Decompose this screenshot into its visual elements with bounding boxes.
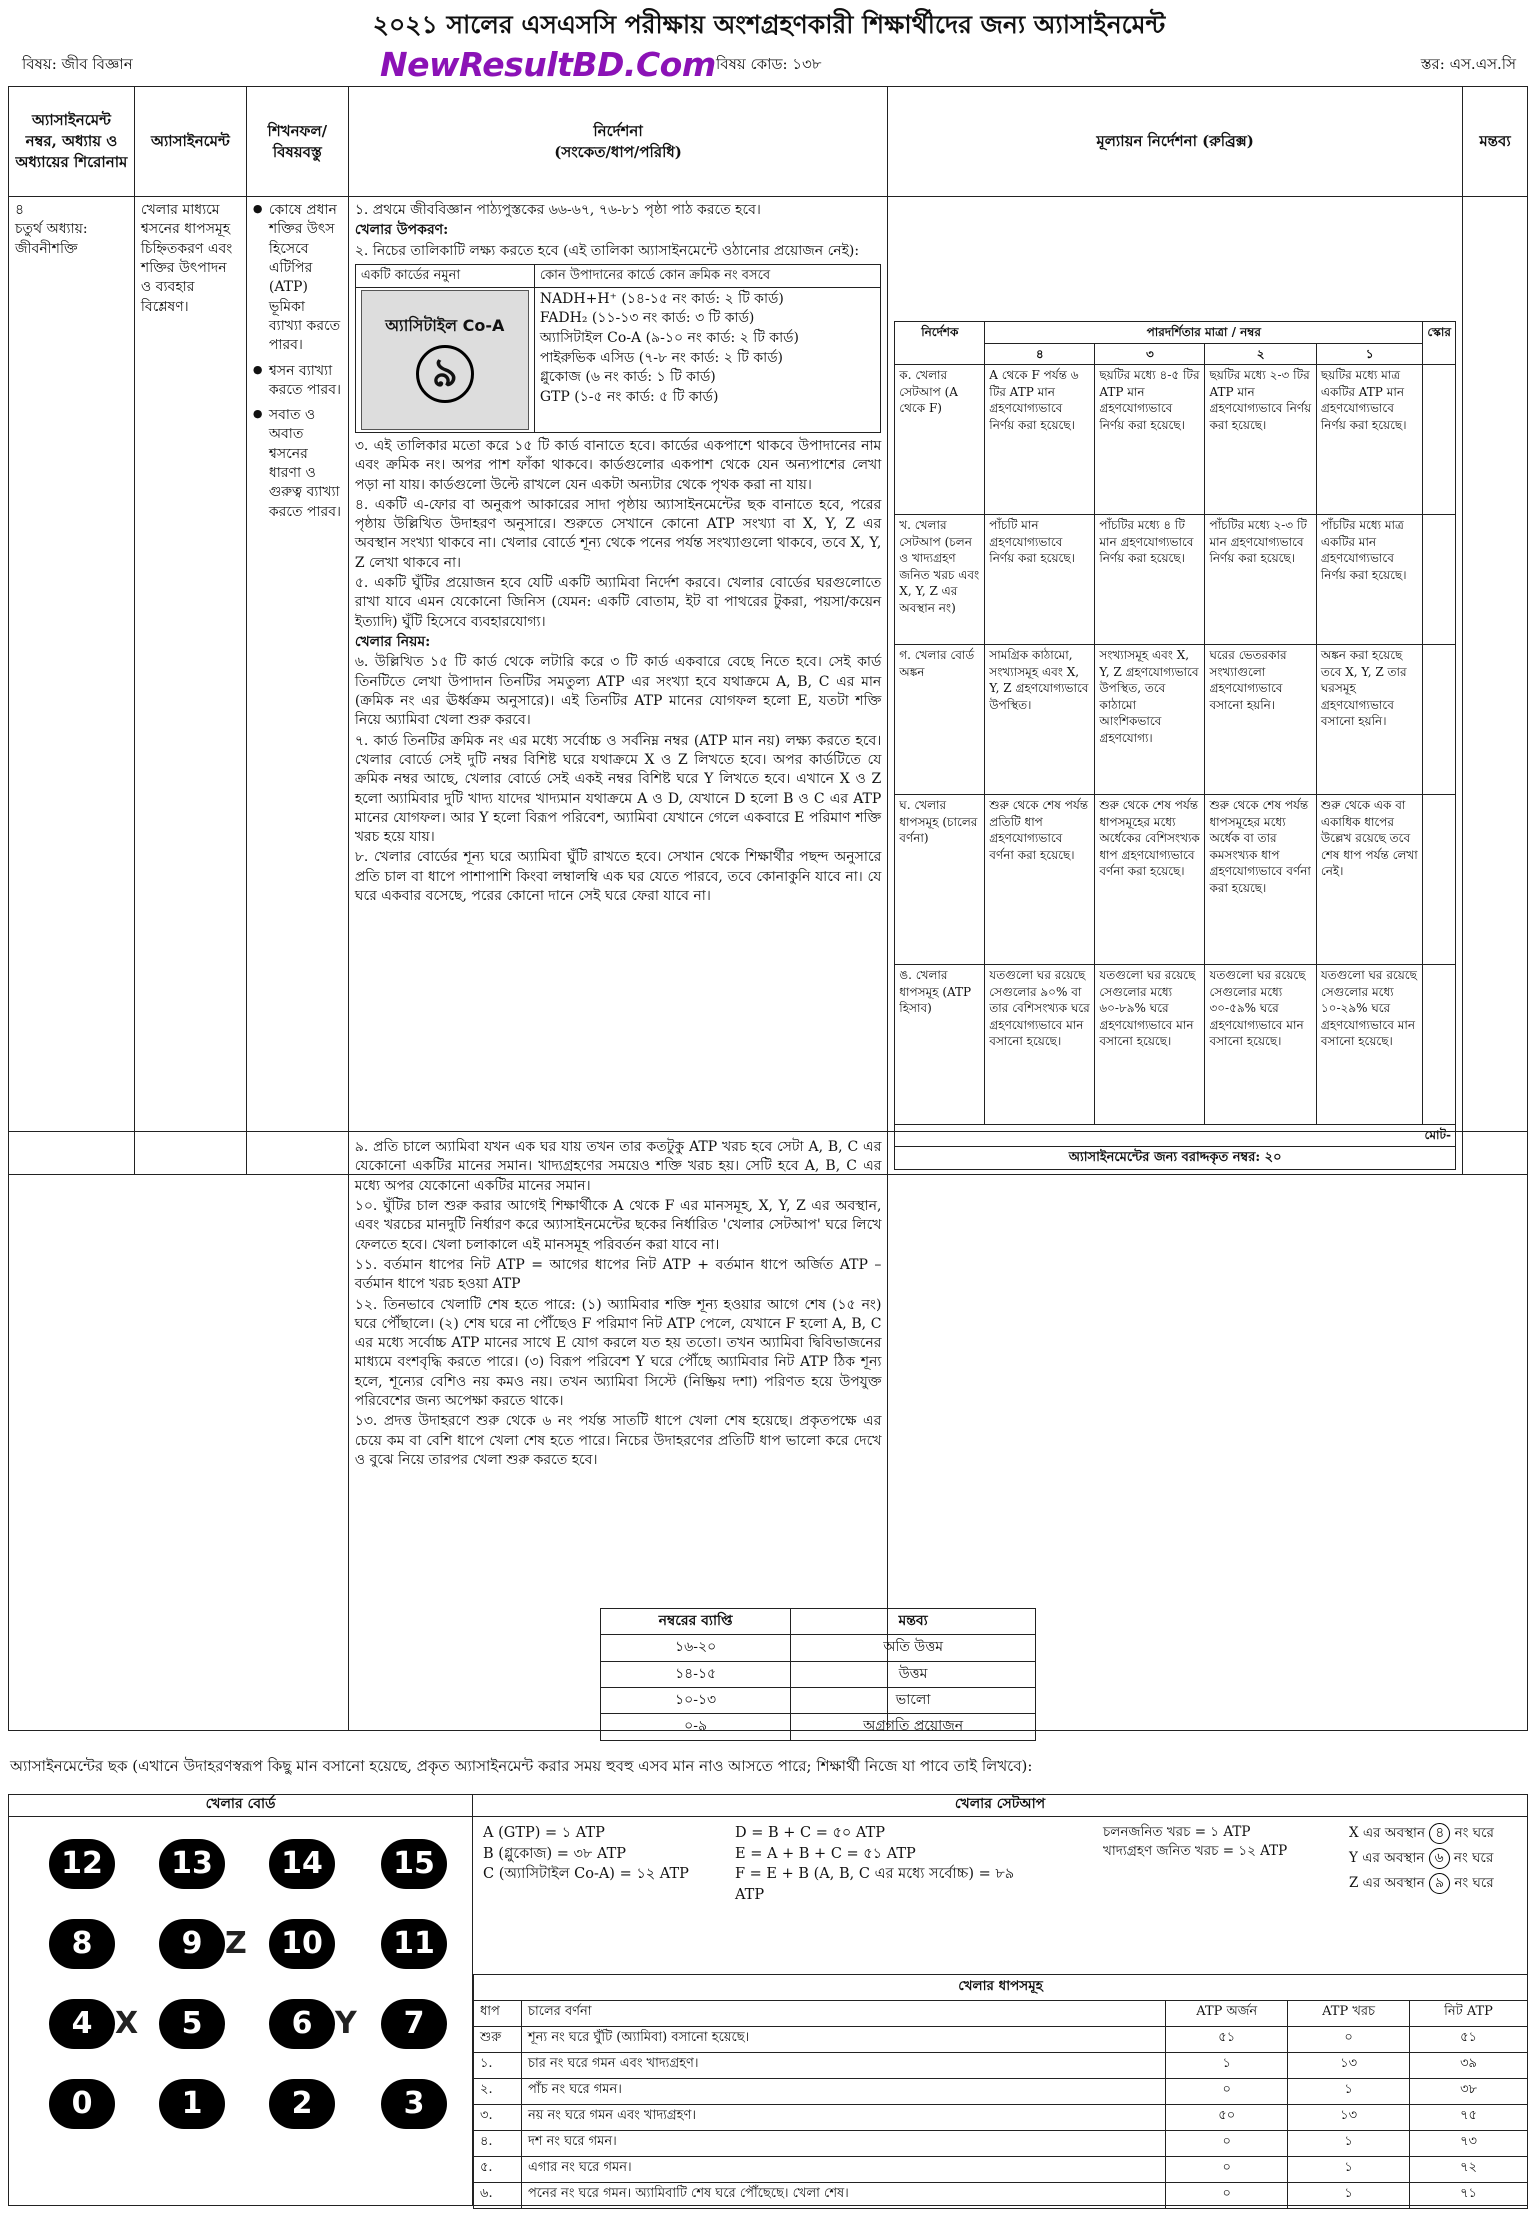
- card-sample-number: ৯: [416, 345, 474, 403]
- step-net: ৩৯: [1410, 2053, 1528, 2079]
- step-gain: ৫০: [1166, 2105, 1288, 2131]
- step-desc: শূন্য নং ঘরে ঘুঁটি (অ্যামিবা) বসানো হয়েছে।: [521, 2027, 1165, 2053]
- rubric-cell-text: ছয়টির মধ্যে মাত্র একটির ATP মান গ্রহণযোগ্যভাবে নির্ণয় করা হয়েছে।: [1316, 365, 1422, 515]
- rubric-row: [895, 365, 1456, 515]
- outcome-cell: [246, 197, 348, 1175]
- rules-heading: খেলার নিয়ম:: [354, 634, 431, 650]
- rubric-score: [1423, 965, 1456, 1125]
- card-list-item: অ্যাসিটাইল Co-A (৯-১০ নং কার্ড: ২ টি কার্ড): [539, 330, 799, 347]
- step-net: ৭৩: [1410, 2131, 1528, 2157]
- grade-row: [601, 1635, 1036, 1661]
- board-cell: 7: [381, 1999, 447, 2049]
- rubric-level: ২: [1205, 343, 1316, 365]
- rubric-cell-text: যতগুলো ঘর রয়েছে সেগুলোর মধ্যে ১০-২৯% ঘরে গ্রহণযোগ্যভাবে মান বসানো হয়েছে।: [1316, 965, 1422, 1125]
- setup-food-cost: খাদ্যগ্রহণ জনিত খরচ = ১২ ATP: [1103, 1843, 1288, 1860]
- setup-x-label: X এর অবস্থান: [1349, 1825, 1426, 1841]
- step-num: শুরু: [474, 2027, 522, 2053]
- board-cell: 0: [49, 2079, 115, 2129]
- example-note: অ্যাসাইনমেন্টের ছক (এখানে উদাহরণস্বরূপ কিছু মান বসানো হয়েছে, প্রকৃত অ্যাসাইনমেন্ট করার সময় হুবহু এসব মান নাও আসতে পারে; শিক্ষার্থী নিজে যা পাবে তাই লিখবে):: [10, 1757, 1033, 1775]
- instruction-6: ৬. উল্লিখিত ১৫ টি কার্ড থেকে লটারি করে ৩ টি কার্ড একবারে বেছে নিতে হবে। সেই কার্ড তিনটিতে লেখা উপাদান তিনটির সমতুল্য ATP এর সংখ্যা হবে যথাক্রমে A, B, C এর মান (ক্রমিক নং এর ঊর্ধ্বক্রম অনুসারে)। এই তিনটির ATP মানের যোগফল হলো E, যতটা শক্তি নিয়ে অ্যামিবা খেলা শুরু করবে।: [354, 654, 882, 729]
- rubric-table: [894, 321, 1456, 1170]
- step-cost: ১: [1288, 2183, 1410, 2209]
- grade-row: [601, 1687, 1036, 1713]
- step-num: ৪.: [474, 2131, 522, 2157]
- rubric-cell-text: শুরু থেকে শেষ পর্যন্ত ধাপসমূহের মধ্যে অর্ধেক বা তার কমসংখ্যক ধাপ গ্রহণযোগ্যভাবে বর্ণনা করা হয়েছে।: [1205, 795, 1316, 965]
- steps-head-gain: ATP অর্জন: [1166, 2001, 1288, 2027]
- subject-code: বিষয় কোড: ১৩৮: [716, 55, 822, 73]
- col-header-outcome: শিখনফল/ বিষয়বস্তু: [246, 87, 348, 197]
- rubric-indicator: ক. খেলার সেটআপ (A থেকে F): [895, 365, 985, 515]
- instruction-13: ১৩. প্রদত্ত উদাহরণে শুরু থেকে ৬ নং পর্যন্ত সাতটি ধাপে খেলা শেষ হয়েছে। প্রকৃতপক্ষে এর চেয়ে কম বা বেশি ধাপে খেলা শেষ হতে পারে। নিচের উদাহরণের প্রতিটি ধাপ ভালো করে দেখে ও বুঝে নিয়ে তারপর খেলা শুরু করতে হবে।: [354, 1413, 882, 1468]
- subject-label: বিষয়: জীব বিজ্ঞান: [22, 55, 133, 73]
- setup-d: D = B + C = ৫০ ATP: [735, 1825, 886, 1841]
- card-sample: [361, 290, 529, 430]
- outcome-item: ● কোষে প্রধান শক্তির উৎস হিসেবে এটিপির (ATP) ভূমিকা ব্যাখ্যা করতে পারব।: [253, 201, 342, 356]
- step-row: [474, 2053, 1528, 2079]
- board-cell: 12: [49, 1839, 115, 1889]
- grade-comment: অতি উত্তম: [791, 1635, 1036, 1661]
- grade-range: ১৪-১৫: [601, 1661, 791, 1687]
- step-cost: ১৩: [1288, 2105, 1410, 2131]
- grade-range: ১০-১৩: [601, 1687, 791, 1713]
- step-cost: ১: [1288, 2079, 1410, 2105]
- board-cell: 6: [269, 1999, 335, 2049]
- grade-range: ০-৯: [601, 1714, 791, 1740]
- grade-comment: অগ্রগতি প্রয়োজন: [791, 1714, 1036, 1740]
- step-desc: পনের নং ঘরে গমন। অ্যামিবাটি শেষ ঘরে পৌঁছেছে। খেলা শেষ।: [521, 2183, 1165, 2209]
- setup-y-suffix: নং ঘরে: [1453, 1850, 1494, 1866]
- rubric-total: মোট-: [895, 1125, 1456, 1147]
- game-steps-table: [473, 1974, 1528, 2209]
- chapter-number: ৪: [15, 202, 25, 218]
- steps-head-desc: চালের বর্ণনা: [521, 2001, 1165, 2027]
- col-header-assignment: অ্যাসাইনমেন্ট: [134, 87, 246, 197]
- setup-a: A (GTP) = ১ ATP: [483, 1825, 605, 1841]
- steps-title: খেলার ধাপসমূহ: [474, 1975, 1528, 2001]
- step-gain: ০: [1166, 2131, 1288, 2157]
- instruction-12: ১২. তিনভাবে খেলাটি শেষ হতে পারে: (১) অ্যামিবার শক্তি শূন্য হওয়ার আগে শেষ (১৫ নং) ঘরে পৌঁছালে। (২) শেষ ঘরে না পৌঁছেও F পরিমাণ নিট ATP পেলে, যেখানে F হলো A, B, C এর মধ্যে সর্বোচ্চ ATP মানের সাথে E যোগ করলে যত হয় ততো। তখন অ্যামিবা দ্বিবিভাজনের মাধ্যমে বংশবৃদ্ধি করতে পারে। (৩) বিরূপ পরিবেশ Y ঘরে পৌঁছে অ্যামিবার নিট ATP ঠিক শূন্য হলে, শূন্যের বেশিও নয় কমও নয়। তখন অ্যামিবা সিস্টে (নিষ্ক্রিয় দশা) পরিণত হয়ে উপযুক্ত পরিবেশের জন্য অপেক্ষা করতে থাকে।: [354, 1296, 882, 1410]
- instruction-8: ৮. খেলার বোর্ডের শূন্য ঘরে অ্যামিবা ঘুঁটি রাখতে হবে। সেখান থেকে শিক্ষার্থীর পছন্দ অনুসারে প্রতি চাল বা ধাপে পাশাপাশি কিংবা লম্বালম্বি এক ঘর যেতে পারবে, তবে কোনাকুনি যাবে না। যে ঘরে একবার বসেছে, পরের কোনো দানে সেই ঘরে ফেরা যাবে না।: [354, 849, 882, 905]
- rubric-cell-text: সামগ্রিক কাঠামো, সংখ্যাসমূহ এবং X, Y, Z গ্রহণযোগ্যভাবে উপস্থিত।: [985, 645, 1095, 795]
- board-mark-y: Y: [335, 2006, 357, 2041]
- step-desc: এগার নং ঘরে গমন।: [521, 2157, 1165, 2183]
- setup-b: B (গ্লুকোজ) = ৩৮ ATP: [483, 1845, 627, 1862]
- rubric-cell-text: ঘরের ভেতরকার সংখ্যাগুলো গ্রহণযোগ্যভাবে বসানো হয়নি।: [1205, 645, 1316, 795]
- step-row: [474, 2131, 1528, 2157]
- board-cell: 13: [159, 1839, 225, 1889]
- steps-head-step: ধাপ: [474, 2001, 522, 2027]
- step-gain: ০: [1166, 2183, 1288, 2209]
- game-board: [8, 1794, 473, 2206]
- step-row: [474, 2105, 1528, 2131]
- rubric-head-score: স্কোর: [1423, 322, 1456, 365]
- card-sample-name: অ্যাসিটাইল Co-A: [385, 315, 505, 335]
- rubric-level: ১: [1316, 343, 1422, 365]
- step-num: ৬.: [474, 2183, 522, 2209]
- rubric-cell: [888, 197, 1463, 1175]
- instruction-5: ৫. একটি ঘুঁটির প্রয়োজন হবে যেটি একটি অ্যামিবা নির্দেশ করবে। খেলার বোর্ডের ঘরগুলোতে রাখা যাবে এমন যেকোনো জিনিস (যেমন: একটি বোতাম, ইট বা পাথরের টুকরা, পয়সা/কয়েন ইত্যাদি) ঘুঁটি হিসেবে ব্যবহারযোগ্য।: [354, 575, 882, 630]
- comment-cell: [1463, 197, 1528, 1175]
- setup-z-suffix: নং ঘরে: [1454, 1875, 1494, 1891]
- rubric-allocated: অ্যাসাইনমেন্টের জন্য বরাদ্দকৃত নম্বর: ২০: [895, 1146, 1456, 1169]
- setup-z-pos: [1349, 1873, 1514, 1894]
- step-gain: ০: [1166, 2157, 1288, 2183]
- grade-table: [600, 1608, 1036, 1741]
- rubric-cell-text: A থেকে F পর্যন্ত ৬ টির ATP মান গ্রহণযোগ্যভাবে নির্ণয় করা হয়েছে।: [985, 365, 1095, 515]
- chapter-title: জীবনীশক্তি: [15, 240, 78, 257]
- rubric-score: [1423, 645, 1456, 795]
- assignment-cell: [134, 197, 246, 1175]
- step-cost: ০: [1288, 2027, 1410, 2053]
- step-num: ৩.: [474, 2105, 522, 2131]
- board-cell: 3: [381, 2079, 447, 2129]
- rubric-head-levels: পারদর্শিতার মাত্রা / নম্বর: [985, 322, 1423, 344]
- card-list: [534, 287, 880, 432]
- equipment-heading: খেলার উপকরণ:: [354, 222, 449, 239]
- outcome-item: ● সবাত ও অবাত শ্বসনের ধারণা ও গুরুত্ব ব্যাখ্যা করতে পারব।: [253, 406, 342, 522]
- setup-e: E = A + B + C = ৫১ ATP: [735, 1845, 916, 1862]
- grade-comment: ভালো: [791, 1687, 1036, 1713]
- rubric-cell-text: শুরু থেকে এক বা একাধিক ধাপের উল্লেখ রয়েছে তবে শেষ ধাপ পর্যন্ত লেখা নেই।: [1316, 795, 1422, 965]
- step-gain: ০: [1166, 2079, 1288, 2105]
- rubric-cell-text: শুরু থেকে শেষ পর্যন্ত ধাপসমূহের মধ্যে অর্ধেকের বেশিসংখ্যক ধাপ গ্রহণযোগ্যভাবে বর্ণনা করা হয়েছে।: [1095, 795, 1205, 965]
- assignment-table: [8, 86, 1528, 1175]
- rubric-cell-text: যতগুলো ঘর রয়েছে সেগুলোর মধ্যে ৬০-৮৯% ঘরে গ্রহণযোগ্যভাবে মান বসানো হয়েছে।: [1095, 965, 1205, 1125]
- board-cell: 10: [269, 1919, 335, 1969]
- rubric-cell-text: ছয়টির মধ্যে ৪-৫ টির ATP মান গ্রহণযোগ্যভাবে নির্ণয় করা হয়েছে।: [1095, 365, 1205, 515]
- rubric-row: [895, 645, 1456, 795]
- grade-row: [601, 1714, 1036, 1740]
- board-title: খেলার বোর্ড: [9, 1795, 472, 1817]
- rubric-score: [1423, 515, 1456, 645]
- card-list-item: পাইরুভিক এসিড (৭-৮ নং কার্ড: ২ টি কার্ড): [539, 349, 783, 366]
- rubric-level: ৩: [1095, 343, 1205, 365]
- card-table: [355, 264, 881, 433]
- board-cell: 14: [269, 1839, 335, 1889]
- card-list-item: NADH+H⁺ (১৪-১৫ নং কার্ড: ২ টি কার্ড): [539, 290, 784, 307]
- col-header-comment: মন্তব্য: [1463, 87, 1528, 197]
- step-desc: দশ নং ঘরে গমন।: [521, 2131, 1165, 2157]
- step-net: ৭২: [1410, 2157, 1528, 2183]
- board-cell: 2: [269, 2079, 335, 2129]
- step-gain: ৫১: [1166, 2027, 1288, 2053]
- card-head-list: কোন উপাদানের কার্ডে কোন ক্রমিক নং বসবে: [534, 264, 880, 287]
- watermark-logo: NewResultBD.Com: [380, 45, 716, 84]
- rubric-cell-text: যতগুলো ঘর রয়েছে সেগুলোর মধ্যে ৩০-৫৯% ঘরে গ্রহণযোগ্যভাবে মান বসানো হয়েছে।: [1205, 965, 1316, 1125]
- instruction-1: ১. প্রথমে জীববিজ্ঞান পাঠ্যপুস্তকের ৬৬-৬৭, ৭৬-৮১ পৃষ্ঠা পাঠ করতে হবে।: [354, 202, 761, 218]
- rubric-cell-text: যতগুলো ঘর রয়েছে সেগুলোর ৯০% বা তার বেশিসংখ্যক ঘরে গ্রহণযোগ্যভাবে মান বসানো হয়েছে।: [985, 965, 1095, 1125]
- setup-z-num: ৯: [1429, 1873, 1450, 1894]
- rubric-cell-text: পাঁচটির মধ্যে ২-৩ টি মান গ্রহণযোগ্যভাবে নির্ণয় করা হয়েছে।: [1205, 515, 1316, 645]
- rubric-indicator: খ. খেলার সেটআপ (চলন ও খাদ্যগ্রহণ জনিত খরচ এবং X, Y, Z এর অবস্থান নং): [895, 515, 985, 645]
- board-cell: 4: [49, 1999, 115, 2049]
- level-label: স্তর: এস.এস.সি: [1420, 55, 1516, 73]
- board-cell: 9: [159, 1919, 225, 1969]
- rubric-cell-text: ছয়টির মধ্যে ২-৩ টির ATP মান গ্রহণযোগ্যভাবে নির্ণয় করা হয়েছে।: [1205, 365, 1316, 515]
- step-desc: নয় নং ঘরে গমন এবং খাদ্যগ্রহণ।: [521, 2105, 1165, 2131]
- rubric-score: [1423, 795, 1456, 965]
- setup-title: খেলার সেটআপ: [473, 1795, 1527, 1817]
- rubric-row: [895, 515, 1456, 645]
- step-num: ৫.: [474, 2157, 522, 2183]
- assignment-text: খেলার মাধ্যমে শ্বসনের ধাপসমূহ চিহ্নিতকরণ এবং শক্তির উৎপাদন ও ব্যবহার বিশ্লেষণ।: [140, 202, 233, 315]
- step-net: ৭৫: [1410, 2105, 1528, 2131]
- setup-y-num: ৬: [1429, 1848, 1450, 1869]
- setup-x-pos: [1349, 1823, 1514, 1844]
- board-cell: 1: [159, 2079, 225, 2129]
- rubric-level: ৪: [985, 343, 1095, 365]
- rubric-indicator: গ. খেলার বোর্ড অঙ্কন: [895, 645, 985, 795]
- setup-f: F = E + B (A, B, C এর মধ্যে সর্বোচ্চ) = ৮৯ ATP: [735, 1866, 1015, 1903]
- board-cell: 8: [49, 1919, 115, 1969]
- col-header-rubric: মূল্যায়ন নির্দেশনা (রুব্রিক্স): [888, 87, 1463, 197]
- col-header-instructions: [348, 87, 887, 197]
- grade-head-range: নম্বরের ব্যাপ্তি: [601, 1609, 791, 1635]
- setup-y-pos: [1349, 1848, 1514, 1869]
- rubric-cell-text: পাঁচটির মধ্যে ৪ টি মান গ্রহণযোগ্যভাবে নির্ণয় করা হয়েছে।: [1095, 515, 1205, 645]
- setup-x-suffix: নং ঘরে: [1454, 1825, 1494, 1841]
- instruction-11: ১১. বর্তমান ধাপের নিট ATP = আগের ধাপের নিট ATP + বর্তমান ধাপে অর্জিত ATP – বর্তমান ধাপে খরচ হওয়া ATP: [354, 1256, 882, 1293]
- step-row: [474, 2027, 1528, 2053]
- board-mark-z: Z: [225, 1926, 247, 1961]
- rubric-cell-text: সংখ্যাসমূহ এবং X, Y, Z গ্রহণযোগ্যভাবে উপস্থিত, তবে কাঠামো আংশিকভাবে গ্রহণযোগ্য।: [1095, 645, 1205, 795]
- setup-z-label: Z এর অবস্থান: [1349, 1875, 1425, 1891]
- step-gain: ১: [1166, 2053, 1288, 2079]
- rubric-row: [895, 965, 1456, 1125]
- setup-move-cost: চলনজনিত খরচ = ১ ATP: [1103, 1824, 1251, 1840]
- page-title: ২০২১ সালের এসএসসি পরীক্ষায় অংশগ্রহণকারী শিক্ষার্থীদের জন্য অ্যাসাইনমেন্ট: [372, 10, 1166, 39]
- rubric-head-indicator: নির্দেশক: [895, 322, 985, 365]
- step-net: ৫১: [1410, 2027, 1528, 2053]
- grade-comment: উত্তম: [791, 1661, 1036, 1687]
- col-header-chapter: অ্যাসাইনমেন্ট নম্বর, অধ্যায় ও অধ্যায়ের শিরোনাম: [9, 87, 135, 197]
- step-net: ৩৮: [1410, 2079, 1528, 2105]
- card-sample-cell: [355, 287, 534, 432]
- step-desc: চার নং ঘরে গমন এবং খাদ্যগ্রহণ।: [521, 2053, 1165, 2079]
- step-row: [474, 2157, 1528, 2183]
- card-head-sample: একটি কার্ডের নমুনা: [355, 264, 534, 287]
- grade-head-comment: মন্তব্য: [791, 1609, 1036, 1635]
- rubric-cell-text: অঙ্কন করা হয়েছে তবে X, Y, Z তার ঘরসমূহ গ্রহণযোগ্যভাবে বসানো হয়নি।: [1316, 645, 1422, 795]
- steps-head-net: নিট ATP: [1410, 2001, 1528, 2027]
- instruction-9: ৯. প্রতি চালে অ্যামিবা যখন এক ঘর যায় তখন তার কতটুকু ATP খরচ হবে সেটা A, B, C এর যেকোনো একটির মানের সমান। খাদ্যগ্রহণের সময়েও শক্তি খরচ হয়। সেটি হবে A, B, C এর মধ্যে অপর যেকোনো একটির মানের সমান।: [354, 1139, 882, 1194]
- rubric-score: [1423, 365, 1456, 515]
- card-list-item: গ্লুকোজ (৬ নং কার্ড: ১ টি কার্ড): [539, 369, 716, 386]
- outcome-item: ● শ্বসন ব্যাখ্যা করতে পারব।: [253, 362, 342, 401]
- instruction-2: ২. নিচের তালিকাটি লক্ষ্য করতে হবে (এই তালিকা অ্যাসাইনমেন্টে ওঠানোর প্রয়োজন নেই):: [354, 242, 860, 259]
- outcome-list: [253, 201, 342, 522]
- board-cell: 11: [381, 1919, 447, 1969]
- chapter-name: চতুর্থ অধ্যায়:: [15, 221, 88, 238]
- step-num: ২.: [474, 2079, 522, 2105]
- step-row: [474, 2183, 1528, 2209]
- instruction-7: ৭. কার্ড তিনটির ক্রমিক নং এর মধ্যে সর্বোচ্চ ও সর্বনিম্ন নম্বর (ATP মান নয়) লক্ষ্য করতে হবে। খেলার বোর্ডে সেই দুটি নম্বর বিশিষ্ট ঘরে যথাক্রমে X ও Z লিখতে হবে। অপর কার্ডটিতে যে ক্রমিক নম্বর আছে, খেলার বোর্ডে সেই একই নম্বর বিশিষ্ট ঘরে Y লিখতে হবে। এখানে X ও Z হলো অ্যামিবার দুটি খাদ্য যাদের খাদ্যমান যথাক্রমে A ও D, যেখানে D হলো B ও C এর ATP মানের যোগফল। আর Y হলো বিরূপ পরিবেশ, অ্যামিবা যেখানে গেলে একবারে E পরিমাণ শক্তি খরচ হয়ে যায়।: [354, 732, 882, 846]
- setup-x-num: ৪: [1429, 1823, 1450, 1844]
- instruction-4: ৪. একটি এ-ফোর বা অনুরূপ আকারের সাদা পৃষ্ঠায় অ্যাসাইনমেন্টের ছক বানাতে হবে, পরের পৃষ্ঠায় উল্লিখিত উদাহরণ অনুসারে। শুরুতে সেখানে কোনো ATP সংখ্যা বা X, Y, Z এর অবস্থান সংখ্যা থাকবে না। খেলার বোর্ডে শূন্য থেকে পনের পর্যন্ত সংখ্যাগুলো থাকবে, তবে X, Y, Z লেখা থাকবে না।: [354, 496, 882, 571]
- instructions-title: নির্দেশনা: [593, 121, 643, 140]
- cont-left-cell: [9, 1132, 349, 1731]
- steps-head-cost: ATP খরচ: [1288, 2001, 1410, 2027]
- card-list-item: FADH₂ (১১-১৩ নং কার্ড: ৩ টি কার্ড): [539, 310, 755, 327]
- step-cost: ১: [1288, 2131, 1410, 2157]
- rubric-row: [895, 795, 1456, 965]
- step-cost: ১: [1288, 2157, 1410, 2183]
- card-list-item: GTP (১-৫ নং কার্ড: ৫ টি কার্ড): [539, 388, 719, 405]
- board-cell: 15: [381, 1839, 447, 1889]
- board-cell: 5: [159, 1999, 225, 2049]
- board-mark-x: X: [115, 2006, 139, 2041]
- instruction-10: ১০. ঘুঁটির চাল শুরু করার আগেই শিক্ষার্থীকে A থেকে F এর মানসমূহ, X, Y, Z এর অবস্থান, এবং খরচের মানদুটি নির্ধারণ করে অ্যাসাইনমেন্টের ছকের নির্ধারিত 'খেলার সেটআপ' ঘরে লিখে ফেলতে হবে। খেলা চলাকালে এই মানসমূহ পরিবর্তন করা যাবে না।: [354, 1197, 882, 1253]
- rubric-cell-text: পাঁচটির মধ্যে মাত্র একটির মান গ্রহণযোগ্যভাবে নির্ণয় করা হয়েছে।: [1316, 515, 1422, 645]
- grade-row: [601, 1661, 1036, 1687]
- step-net: ৭১: [1410, 2183, 1528, 2209]
- rubric-cell-text: শুরু থেকে শেষ পর্যন্ত প্রতিটি ধাপ গ্রহণযোগ্যভাবে বর্ণনা করা হয়েছে।: [985, 795, 1095, 965]
- instructions-subtitle: (সংকেত/ধাপ/পরিধি): [554, 142, 682, 161]
- step-desc: পাঁচ নং ঘরে গমন।: [521, 2079, 1165, 2105]
- setup-c: C (অ্যাসিটাইল Co-A) = ১২ ATP: [483, 1866, 689, 1883]
- step-num: ১.: [474, 2053, 522, 2079]
- setup-y-label: Y এর অবস্থান: [1349, 1850, 1425, 1866]
- instruction-3: ৩. এই তালিকার মতো করে ১৫ টি কার্ড বানাতে হবে। কার্ডের একপাশে থাকবে উপাদানের নাম এবং ক্রমিক নং। অপর পাশ ফাঁকা থাকবে। কার্ডগুলোর একপাশ থেকে যেন অন্যপাশের লেখা পড়া না যায়। কার্ডগুলো উল্টে রাখলে যেন একটা অন্যটার থেকে পৃথক করা না যায়।: [354, 437, 882, 493]
- rubric-cell-text: পাঁচটি মান গ্রহণযোগ্যভাবে নির্ণয় করা হয়েছে।: [985, 515, 1095, 645]
- step-cost: ১৩: [1288, 2053, 1410, 2079]
- rubric-indicator: ঙ. খেলার ধাপসমূহ (ATP হিসাব): [895, 965, 985, 1125]
- rubric-indicator: ঘ. খেলার ধাপসমূহ (চালের বর্ণনা): [895, 795, 985, 965]
- grade-range: ১৬-২০: [601, 1635, 791, 1661]
- instructions-cell: [348, 197, 887, 1175]
- chapter-cell: [9, 197, 135, 1175]
- step-row: [474, 2079, 1528, 2105]
